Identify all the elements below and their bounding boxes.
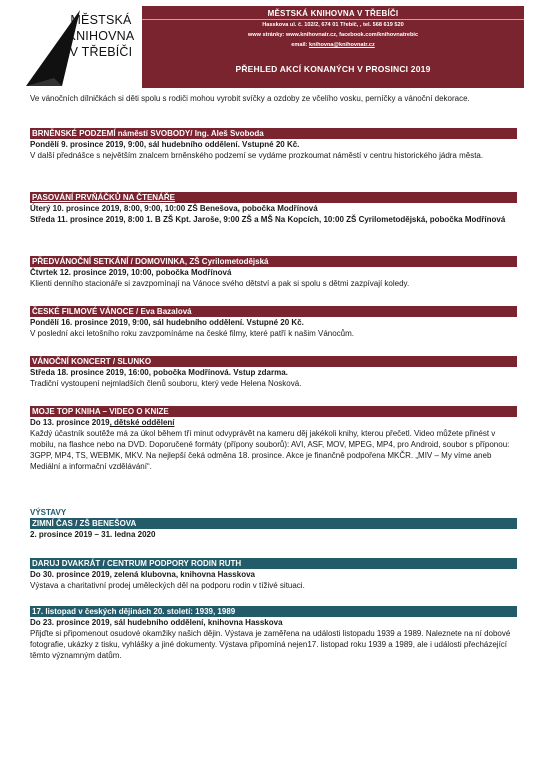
header-email-label: email:: [291, 42, 309, 48]
event-description: V další přednášce s největším znalcem brněnského podzemí se vydáme prozkoumat náměstí v centru historického jádra města.: [30, 151, 484, 160]
header-subtitle: PŘEHLED AKCÍ KONANÝCH V PROSINCI 2019: [235, 64, 431, 74]
header-address: Hasskova ul. č. 102/2, 674 01 Třebíč, , tel. 568 619 520: [262, 22, 404, 28]
event-title: PŘEDVÁNOČNÍ SETKÁNÍ / DOMOVINKA, ZŠ Cyrilometodějská: [30, 256, 517, 267]
logo-line-2: KNIHOVNA: [67, 29, 135, 43]
event-description: V poslední akci letošního roku zavzpomínáme na české filmy, které patří k našim Vánocům.: [30, 329, 354, 338]
intro-text: Ve vánočních dílničkách si děti spolu s rodiči mohou vyrobit svíčky a ozdoby ze včelího vosku, perníčky a vánoční dekorace.: [30, 94, 470, 103]
event-brnenske-podzemi: [30, 128, 517, 161]
exhibition-zimni-cas: [30, 518, 517, 540]
event-date: Pondělí 9. prosince 2019, 9:00, sál hudebního oddělení. Vstupné 20 Kč.: [30, 140, 300, 149]
header-email-link[interactable]: knihovna@knihovnatr.cz: [308, 42, 375, 48]
event-title: ČESKÉ FILMOVÉ VÁNOCE / Eva Bazalová: [30, 306, 517, 317]
event-date: [30, 417, 517, 428]
exhibition-title: 17. listopad v českých dějinách 20. století: 1939, 1989: [30, 606, 517, 617]
event-description: Klienti denního stacionáře si zavzpomínají na Vánoce svého dětství a pak si spolu s dětmi zazpívají koledy.: [30, 279, 410, 288]
exhibition-date: Do 30. prosince 2019, zelená klubovna, knihovna Hasskova: [30, 570, 255, 579]
event-vanocni-koncert: [30, 356, 517, 389]
event-description: Tradiční vystoupení nejmladších členů souboru, který vede Helena Nosková.: [30, 379, 302, 388]
event-title: BRNĚNSKÉ PODZEMÍ náměstí SVOBODY/ Ing. Aleš Svoboda: [30, 128, 517, 139]
event-title: MOJE TOP KNIHA – VIDEO O KNIZE: [30, 406, 517, 417]
exhibition-description: Výstava a charitativní prodej uměleckých děl na podporu rodin v tíživé situaci.: [30, 581, 305, 590]
exhibitions-heading: VÝSTAVY: [30, 508, 67, 517]
event-title: PASOVÁNÍ PRVŇÁČKŮ NA ČTENÁŘE: [30, 192, 517, 203]
event-date: Úterý 10. prosince 2019, 8:00, 9:00, 10:00 ZŠ Benešova, pobočka Modřínová: [30, 204, 318, 213]
exhibition-date: Do 23. prosince 2019, sál hudebního oddělení, knihovna Hasskova: [30, 618, 283, 627]
exhibition-date: 2. prosince 2019 – 31. ledna 2020: [30, 530, 156, 539]
logo-line-1: MĚSTSKÁ: [70, 13, 132, 27]
event-title: VÁNOČNÍ KONCERT / SLUNKO: [30, 356, 517, 367]
header-title: MĚSTSKÁ KNIHOVNA V TŘEBÍČI: [267, 9, 399, 18]
event-date-rest: , dětské oddělení: [109, 418, 175, 427]
event-pasovani-prvnacku: [30, 192, 517, 225]
logo-line-3: V TŘEBÍČI: [69, 45, 133, 59]
header-email-line: [142, 40, 524, 50]
event-date-2: Středa 11. prosince 2019, 8:00 1. B ZŠ Kpt. Jaroše, 9:00 ZŠ a MŠ Na Kopcích, 10:00 ZŠ Cyrilometodějská, pobočka Modřínová: [30, 215, 506, 224]
exhibition-title: DARUJ DVAKRÁT / CENTRUM PODPORY RODIN RUTH: [30, 558, 517, 569]
event-date: Čtvrtek 12. prosince 2019, 10:00, pobočka Modřínová: [30, 268, 232, 277]
event-date: Pondělí 16. prosince 2019, 9:00, sál hudebního oddělení. Vstupné 20 Kč.: [30, 318, 304, 327]
event-date-prefix: Do 13. prosince 2019: [30, 418, 110, 427]
event-date: Středa 18. prosince 2019, 16:00, pobočka Modřínová. Vstup zdarma.: [30, 368, 288, 377]
logo-text: [65, 12, 137, 60]
event-description: Každý účastník soutěže má za úkol během tří minut odvyprávět na kameru děj jakékoli knihy, kterou přečetl. Video můžete přinést v mobilu, na flashce nebo na DVD. Doporučené formáty (přípony souborů): AVI, ASF, MOV, MPEG, MP4, pro Android, soubor s příponou: 3GPP, MP4, TS, WEBMK, MKV. Na nejlepší čeká odměna 18. prosince. Akce je finančně podpořena MKČR. „MIV – My víme aneb Mediální a informační vzdělávání“.: [30, 429, 510, 471]
exhibition-daruj-dvakrat: [30, 558, 517, 591]
exhibition-title: ZIMNÍ ČAS / ZŠ BENEŠOVA: [30, 518, 517, 529]
header-box: [142, 6, 524, 88]
event-predvanocni-setkani: [30, 256, 517, 289]
exhibition-description: Přijďte si připomenout osudové okamžiky našich dějin. Výstava je zaměřena na události listopadu 1939 a 1989. Naleznete na ní dobové fotografie, ukázky z tisku, vyhlášky a jiné dokumenty. Výstava připomíná nejen17. listopad roku 1939 a 1989, ale i události přecházející těmto významným datům.: [30, 629, 511, 660]
header-web: www stránky: www.knihovnatr.cz, facebook.com/knihovnatrebic: [247, 32, 419, 38]
library-logo: [22, 8, 137, 88]
event-moje-top-kniha: [30, 406, 517, 472]
exhibition-17-listopad: [30, 606, 517, 661]
event-ceske-filmove-vanoce: [30, 306, 517, 339]
